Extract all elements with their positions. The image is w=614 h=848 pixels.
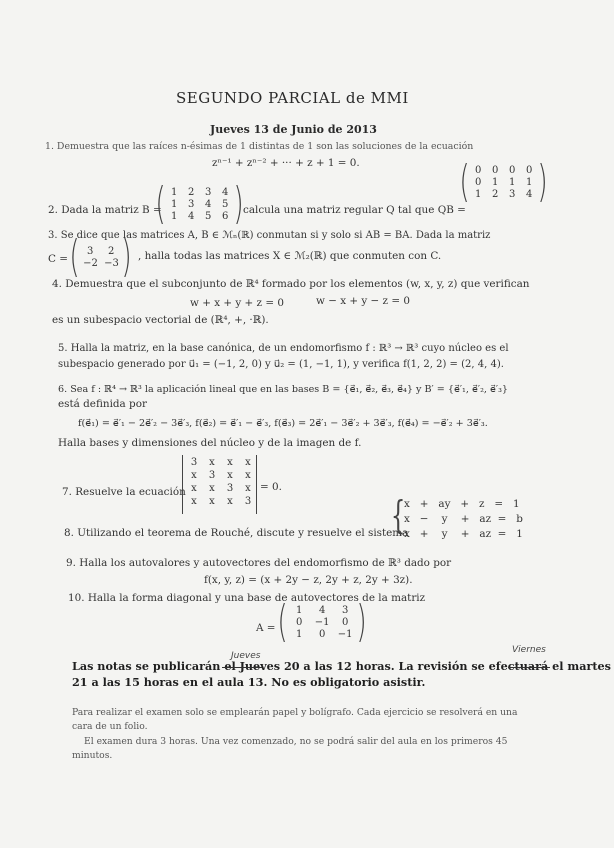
determinant-cell: 3 (244, 496, 252, 507)
q10-text: 10. Halla la forma diagonal y una base de autovectores de la matriz (68, 592, 426, 604)
determinant-cell: x (209, 496, 215, 507)
matrix-A: ( 1 4 3 0 −1 0 1 0 −1 ) (277, 596, 367, 647)
matrix-QB-cell: 2 (491, 188, 499, 200)
handwritten-jueves: Jueves (231, 651, 261, 661)
determinant-cell: x (245, 457, 251, 468)
matrix-QB-cell: 4 (525, 188, 533, 200)
system-row-3: x + y + az = 1 (404, 528, 523, 540)
matrix-B-cell: 3 (187, 198, 195, 210)
matrix-QB-cell: 1 (491, 176, 499, 188)
q9-text: 9. Halla los autovalores y autovectores del endomorfismo de ℝ³ dado por (66, 557, 452, 569)
matrix-QB-cell: 0 (508, 164, 516, 176)
matrix-B-cell: 1 (170, 186, 178, 198)
q6-definition: f(e⃗₁) = e⃗′₁ − 2e⃗′₂ − 3e⃗′₃, f(e⃗₂) = e⃗′₁ − e⃗′₃, f(e⃗₃) = 2e⃗′₁ − 3e⃗′₂ + 3e⃗′₃, f(e⃗₄) = −e⃗′₂ + 3e⃗′₃. (78, 418, 488, 429)
matrix-QB-cell: 1 (525, 176, 533, 188)
q6-question: Halla bases y dimensiones del núcleo y de la imagen de f. (58, 437, 362, 449)
q4-equation-1: w + x + y + z = 0 (190, 297, 284, 309)
matrix-QB-cell: 1 (508, 176, 516, 188)
exam-date: Jueves 13 de Junio de 2013 (210, 123, 377, 136)
determinant-cell: 3 (226, 483, 234, 494)
q6-text-2: está definida por (58, 398, 147, 410)
matrix-C-cell: 3 (86, 245, 94, 257)
q6-text-1: 6. Sea f : ℝ⁴ → ℝ³ la aplicación lineal que en las bases B = {e⃗₁, e⃗₂, e⃗₃, e⃗₄} y B′ = {e⃗′₁, e⃗′₂, e⃗′₃} (58, 384, 509, 395)
matrix-A-cell: 0 (318, 628, 326, 640)
matrix-QB-cell: 0 (474, 164, 482, 176)
q5-text-2: subespacio generado por u⃗₁ = (−1, 2, 0) y u⃗₂ = (1, −1, 1), y verifica f(1, 2, 2) = (2, 4, 4). (58, 359, 504, 370)
q2-label: 2. Dada la matriz B = (48, 204, 162, 216)
q4-text: 4. Demuestra que el subconjunto de ℝ⁴ formado por los elementos (w, x, y, z) que verifican (52, 278, 530, 290)
system-row-1: x + ay + z = 1 (404, 498, 520, 510)
footer-line-1: Para realizar el examen solo se emplearán papel y bolígrafo. Cada ejercicio se resolverá en una (72, 707, 518, 718)
system-brace: { (390, 493, 406, 537)
footer-line-4: minutos. (72, 750, 113, 761)
determinant-cell: x (227, 496, 233, 507)
matrix-A-cell: 0 (295, 616, 303, 628)
determinant-cell: x (191, 470, 197, 481)
det-left-bar (182, 455, 183, 514)
matrix-A-cell: −1 (337, 628, 353, 640)
notice-line-1: Las notas se publicarán el Jueves 20 a las 12 horas. La revisión se efectuará el martes (72, 659, 611, 673)
q3-label: C = (48, 253, 68, 265)
q3-question: , halla todas las matrices X ∈ ℳ₂(ℝ) que conmuten con C. (138, 250, 442, 262)
matrix-C-cell: −3 (104, 257, 119, 269)
determinant-cell: x (209, 483, 215, 494)
q7-label: 7. Resuelve la ecuación (62, 486, 186, 498)
q1-text: 1. Demuestra que las raíces n-ésimas de 1 distintas de 1 son las soluciones de la ecuación (45, 141, 474, 152)
matrix-A-cell: 4 (318, 604, 326, 616)
matrix-B-cell: 4 (221, 186, 229, 198)
q4-conclusion: es un subespacio vectorial de (ℝ⁴, +, ·ℝ). (52, 314, 269, 326)
matrix-B-cell: 5 (221, 198, 229, 210)
determinant-cell: 3 (208, 470, 216, 481)
system-row-2: x − y + az = b (404, 513, 523, 525)
determinant-cell: x (191, 496, 197, 507)
determinant-cell: x (227, 470, 233, 481)
handwritten-viernes: Viernes (512, 645, 546, 655)
notice-line-2: 21 a las 15 horas en el aula 13. No es obligatorio asistir. (72, 675, 426, 689)
exam-title: SEGUNDO PARCIAL de MMI (176, 89, 409, 107)
strike-jueves (222, 667, 262, 668)
determinant-cell: x (227, 457, 233, 468)
matrix-QB: ( 0 0 0 0 0 1 1 1 1 2 3 4 ) (459, 156, 548, 207)
matrix-QB-cell: 0 (525, 164, 533, 176)
q7-equals: = 0. (260, 481, 282, 493)
q3-text: 3. Se dice que las matrices A, B ∈ ℳₙ(ℝ) conmutan si y solo si AB = BA. Dada la matriz (48, 230, 491, 241)
q8-text: 8. Utilizando el teorema de Rouché, discute y resuelve el sistema (64, 527, 409, 539)
matrix-A-cell: 3 (341, 604, 349, 616)
matrix-B-cell: 4 (187, 210, 195, 222)
q5-text-1: 5. Halla la matriz, en la base canónica, de un endomorfismo f : ℝ³ → ℝ³ cuyo núcleo es el (58, 343, 509, 354)
matrix-B-cell: 2 (187, 186, 195, 198)
determinant (188, 457, 254, 507)
matrix-A-cell: 1 (295, 604, 303, 616)
q9-equation: f(x, y, z) = (x + 2y − z, 2y + z, 2y + 3z). (204, 574, 413, 586)
matrix-C-cell: 2 (107, 245, 115, 257)
matrix-QB-cell: 3 (508, 188, 516, 200)
matrix-B-cell: 3 (204, 186, 212, 198)
q2-text: calcula una matriz regular Q tal que QB = (243, 204, 466, 216)
matrix-B-cell: 6 (221, 210, 229, 222)
strike-martes (508, 667, 550, 668)
det-right-bar (256, 455, 257, 514)
determinant-cell: x (245, 483, 251, 494)
determinant-cell: x (209, 457, 215, 468)
matrix-A-cell: −1 (314, 616, 330, 628)
matrix-B-cell: 1 (170, 198, 178, 210)
matrix-C: ( 3 2 −2 −3 ) (69, 231, 132, 282)
determinant-cell: x (191, 483, 197, 494)
matrix-QB-cell: 0 (474, 176, 482, 188)
matrix-QB-cell: 0 (491, 164, 499, 176)
footer-line-3: El examen dura 3 horas. Una vez comenzado, no se podrá salir del aula en los primeros 45 (84, 736, 508, 747)
matrix-B: ( 1 2 3 4 1 3 4 5 1 4 5 6 ) (155, 178, 244, 229)
matrix-B-cell: 4 (204, 198, 212, 210)
determinant-cell: x (245, 470, 251, 481)
determinant-cell: 3 (190, 457, 198, 468)
matrix-A-cell: 0 (341, 616, 349, 628)
matrix-B-cell: 1 (170, 210, 178, 222)
footer-line-2: cara de un folio. (72, 721, 148, 732)
matrix-C-cell: −2 (83, 257, 98, 269)
matrix-QB-cell: 1 (474, 188, 482, 200)
q10-label: A = (256, 622, 276, 634)
matrix-A-cell: 1 (295, 628, 303, 640)
matrix-B-cell: 5 (204, 210, 212, 222)
q4-equation-2: w − x + y − z = 0 (316, 295, 410, 307)
q1-equation: zⁿ⁻¹ + zⁿ⁻² + ··· + z + 1 = 0. (212, 157, 360, 169)
